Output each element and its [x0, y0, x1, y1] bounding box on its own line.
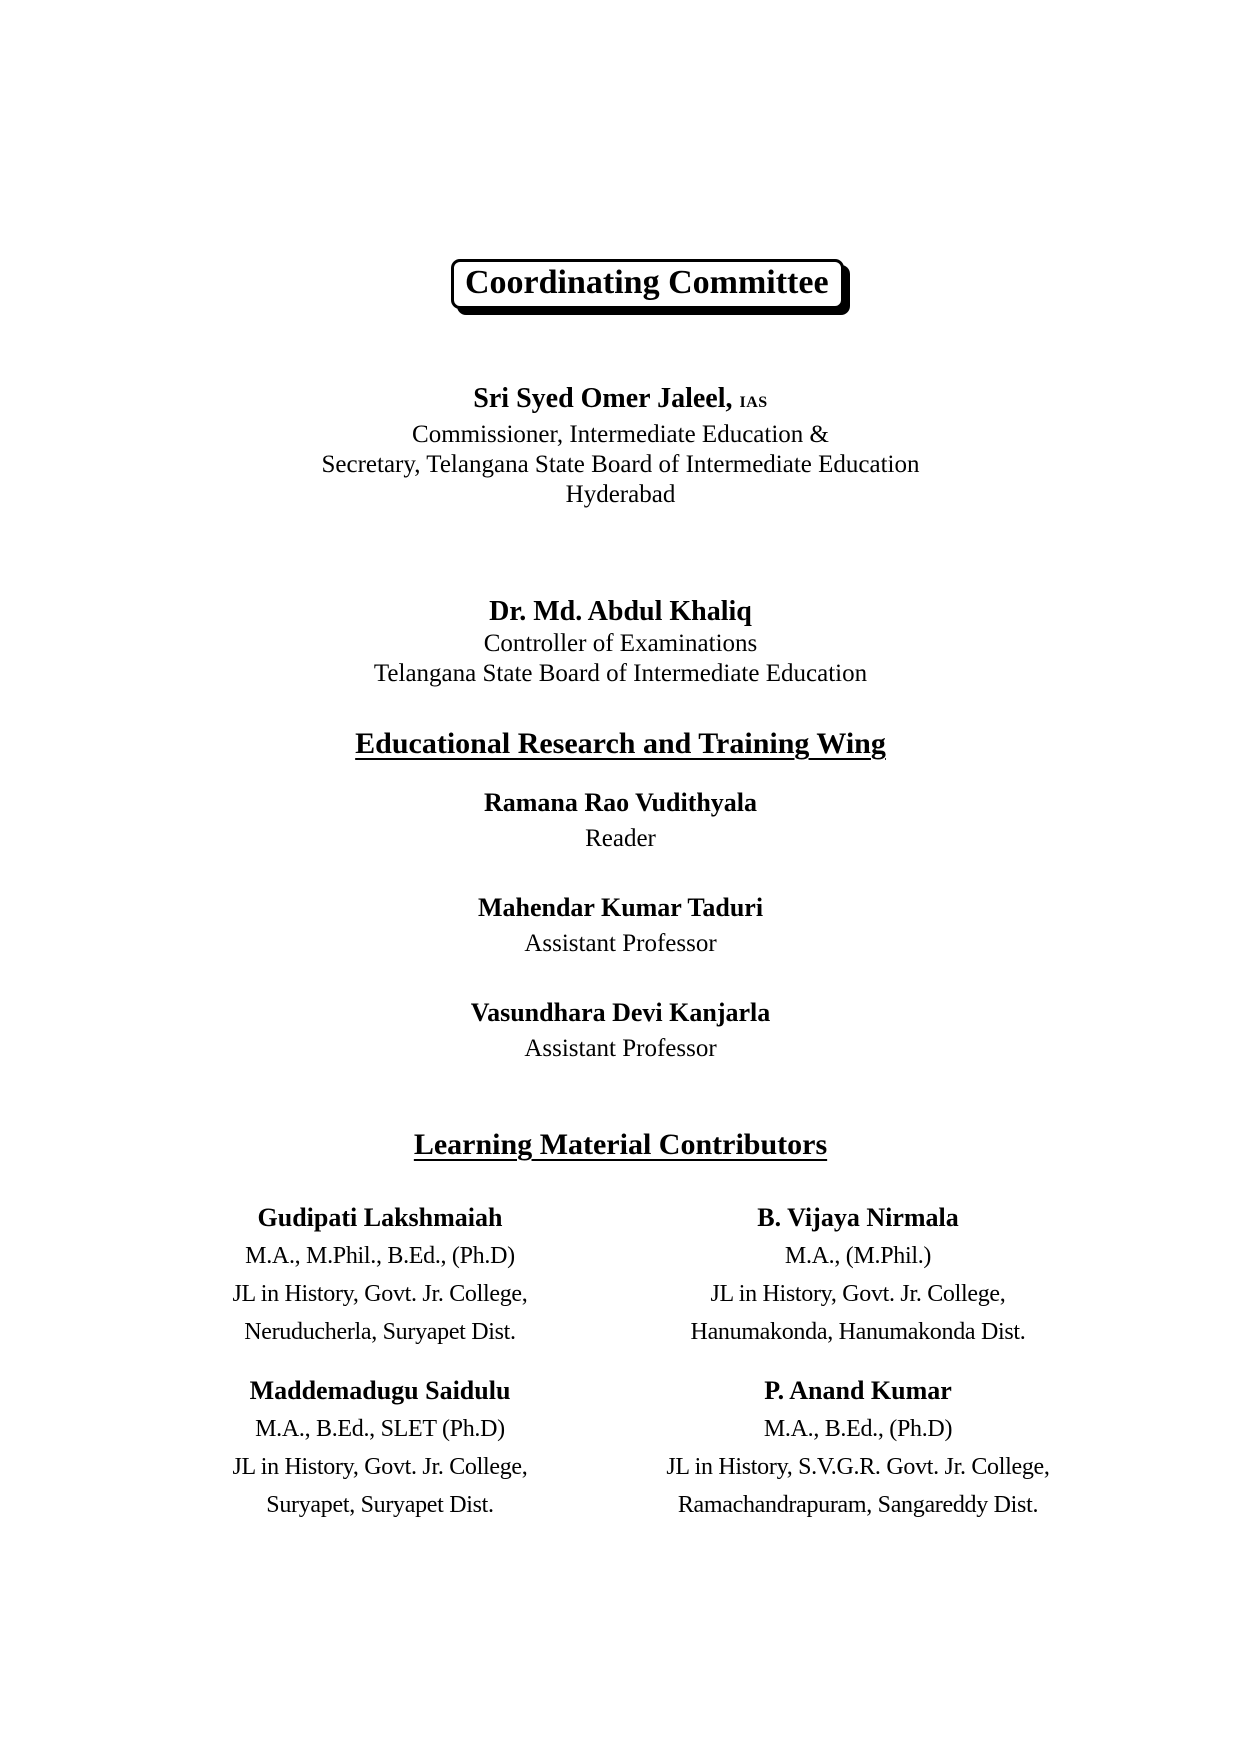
wing-member — [0, 996, 1241, 1068]
wing-member-name: Vasundhara Devi Kanjarla — [470, 998, 771, 1027]
commissioner-name: Sri Syed Omer Jaleel, — [473, 383, 733, 414]
contributor-card — [150, 1199, 610, 1351]
commissioner-name-line — [0, 382, 1241, 420]
wing-member — [0, 891, 1241, 963]
commissioner-line: Hyderabad — [565, 481, 676, 508]
contributor-line: M.A., (M.Phil.) — [784, 1243, 932, 1269]
wing-member-role: Assistant Professor — [524, 1035, 717, 1062]
contributors-heading: Learning Material Contributors — [413, 1128, 828, 1161]
commissioner-block — [0, 382, 1241, 510]
contributor-line: M.A., M.Phil., B.Ed., (Ph.D) — [245, 1243, 515, 1269]
commissioner-line: Commissioner, Intermediate Education & — [412, 421, 829, 448]
contributor-card — [628, 1199, 1088, 1351]
commissioner-line: Secretary, Telangana State Board of Intermediate Education — [321, 451, 920, 478]
wing-member — [0, 786, 1241, 858]
contributor-line: JL in History, Govt. Jr. College, — [232, 1281, 528, 1307]
page-title: Coordinating Committee — [451, 259, 844, 309]
contributor-name: P. Anand Kumar — [764, 1376, 952, 1405]
controller-line: Telangana State Board of Intermediate Education — [373, 660, 868, 687]
contributor-name: B. Vijaya Nirmala — [757, 1203, 959, 1232]
commissioner-suffix: IAS — [739, 394, 768, 411]
contributor-line: Neruducherla, Suryapet Dist. — [244, 1319, 516, 1345]
wing-heading: Educational Research and Training Wing — [355, 727, 886, 760]
contributor-name: Gudipati Lakshmaiah — [257, 1203, 503, 1232]
controller-line: Controller of Examinations — [483, 630, 758, 657]
contributor-line: JL in History, Govt. Jr. College, — [232, 1454, 528, 1480]
wing-member-role: Assistant Professor — [524, 930, 717, 957]
controller-name: Dr. Md. Abdul Khaliq — [489, 596, 752, 627]
wing-member-name: Ramana Rao Vudithyala — [483, 788, 758, 817]
wing-member-role: Reader — [585, 825, 656, 852]
contributor-line: Suryapet, Suryapet Dist. — [266, 1492, 494, 1518]
contributor-line: JL in History, Govt. Jr. College, — [710, 1281, 1006, 1307]
contributor-line: JL in History, S.V.G.R. Govt. Jr. College, — [666, 1454, 1050, 1480]
contributor-card — [150, 1372, 610, 1524]
wing-member-name: Mahendar Kumar Taduri — [477, 893, 764, 922]
contributor-line: M.A., B.Ed., (Ph.D) — [763, 1416, 953, 1442]
controller-block — [0, 595, 1241, 689]
contributor-line: M.A., B.Ed., SLET (Ph.D) — [255, 1416, 505, 1442]
contributor-card — [628, 1372, 1088, 1524]
contributor-line: Hanumakonda, Hanumakonda Dist. — [690, 1319, 1026, 1345]
contributor-name: Maddemadugu Saidulu — [249, 1376, 511, 1405]
contributor-line: Ramachandrapuram, Sangareddy Dist. — [677, 1492, 1039, 1518]
title-box-wrapper — [451, 259, 844, 309]
